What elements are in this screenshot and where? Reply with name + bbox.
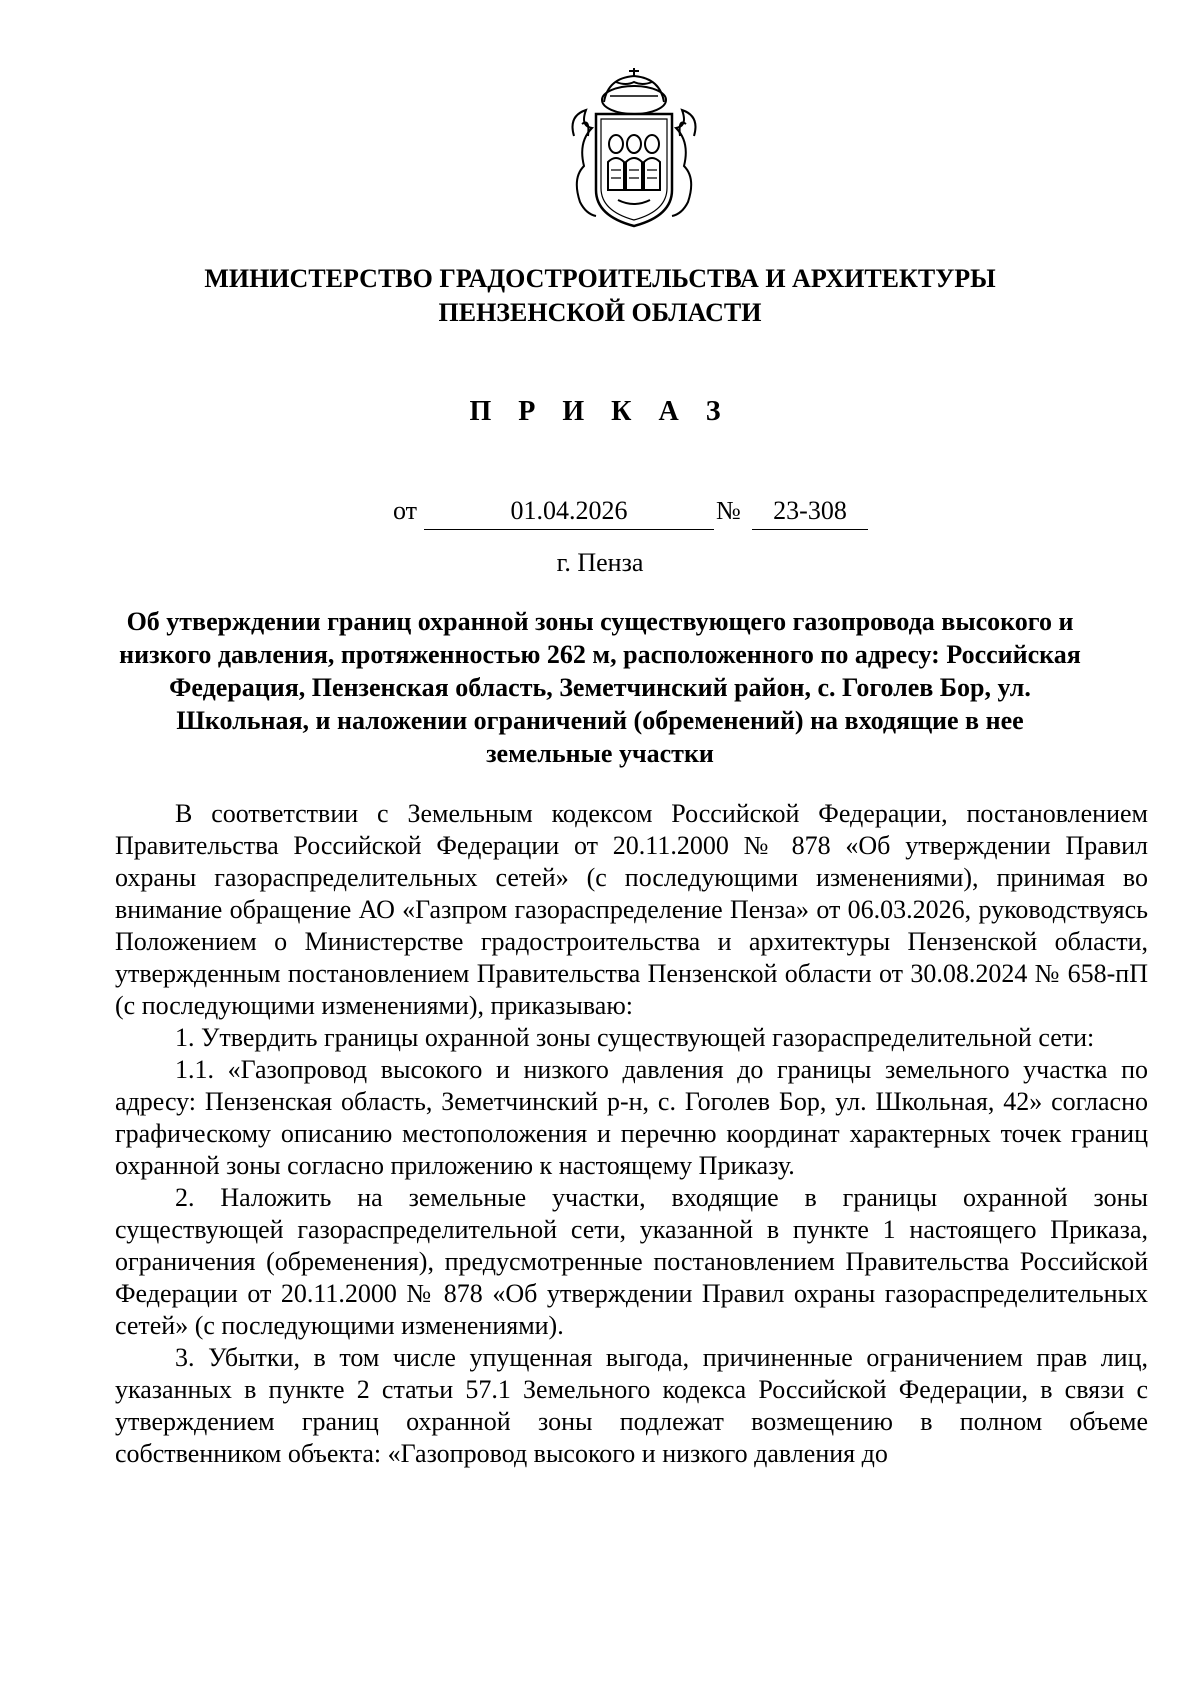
order-number: 23-308: [752, 496, 868, 530]
item-3-paragraph: 3. Убытки, в том числе упущенная выгода, причиненные ограничением прав лиц, указанных в пункте 2 статьи 57.1 Земельного кодекса Российской Федерации, в связи с утверждением границ охранной зоны подлежат возмещению в полном объеме собственником объекта: «Газопровод высокого и низкого давления до: [115, 1343, 1148, 1468]
order-date-number-line: [0, 496, 1200, 530]
ministry-name-line2: ПЕНЗЕНСКОЙ ОБЛАСТИ: [438, 298, 762, 327]
preamble-paragraph: В соответствии с Земельным кодексом Российской Федерации, постановлением Правительства Российской Федерации от 20.11.2000 № 878 «Об утверждении Правил охраны газораспределительных сетей» (с последующими изменениями), принимая во внимание обращение АО «Газпром газораспределение Пенза» от 06.03.2026, руководствуясь Положением о Министерстве градостроительства и архитектуры Пензенской области, утвержденным постановлением Правительства Пензенской области от 30.08.2024 № 658-пП (с последующими изменениями), приказываю:: [115, 799, 1148, 1020]
order-body: [115, 798, 1148, 1470]
coat-of-arms-icon: [566, 66, 702, 232]
item-1-1-paragraph: 1.1. «Газопровод высокого и низкого давления до границы земельного участка по адресу: Пензенская область, Земетчинский р-н, с. Гоголев Бор, ул. Школьная, 42» согласно графическому описанию местоположения и перечню координат характерных точек границ охранной зоны согласно приложению к настоящему Приказу.: [115, 1055, 1148, 1180]
ministry-name: [100, 262, 1100, 330]
item-1-paragraph: 1. Утвердить границы охранной зоны существующей газораспределительной сети:: [175, 1023, 1095, 1052]
order-date: 01.04.2026: [424, 496, 714, 530]
ministry-name-line1: МИНИСТЕРСТВО ГРАДОСТРОИТЕЛЬСТВА И АРХИТЕКТУРЫ: [204, 264, 996, 293]
number-prefix: №: [716, 496, 741, 525]
document-type-title: П Р И К А З: [469, 396, 731, 427]
city-name: г. Пенза: [556, 548, 644, 577]
order-subject: Об утверждении границ охранной зоны существующего газопровода высокого и низкого давления, протяженностью 262 м, расположенного по адресу: Российская Федерация, Пензенская область, Земетчинский район, с. Гоголев Бор, ул. Школьная, и наложении ограничений (обременений) на входящие в нее земельные участки: [119, 607, 1081, 768]
item-2-paragraph: 2. Наложить на земельные участки, входящие в границы охранной зоны существующей газораспределительной сети, указанной в пункте 1 настоящего Приказа, ограничения (обременения), предусмотренные постановлением Правительства Российской Федерации от 20.11.2000 № 878 «Об утверждении Правил охраны газораспределительных сетей» (с последующими изменениями).: [115, 1183, 1148, 1340]
date-prefix: от: [393, 496, 418, 525]
